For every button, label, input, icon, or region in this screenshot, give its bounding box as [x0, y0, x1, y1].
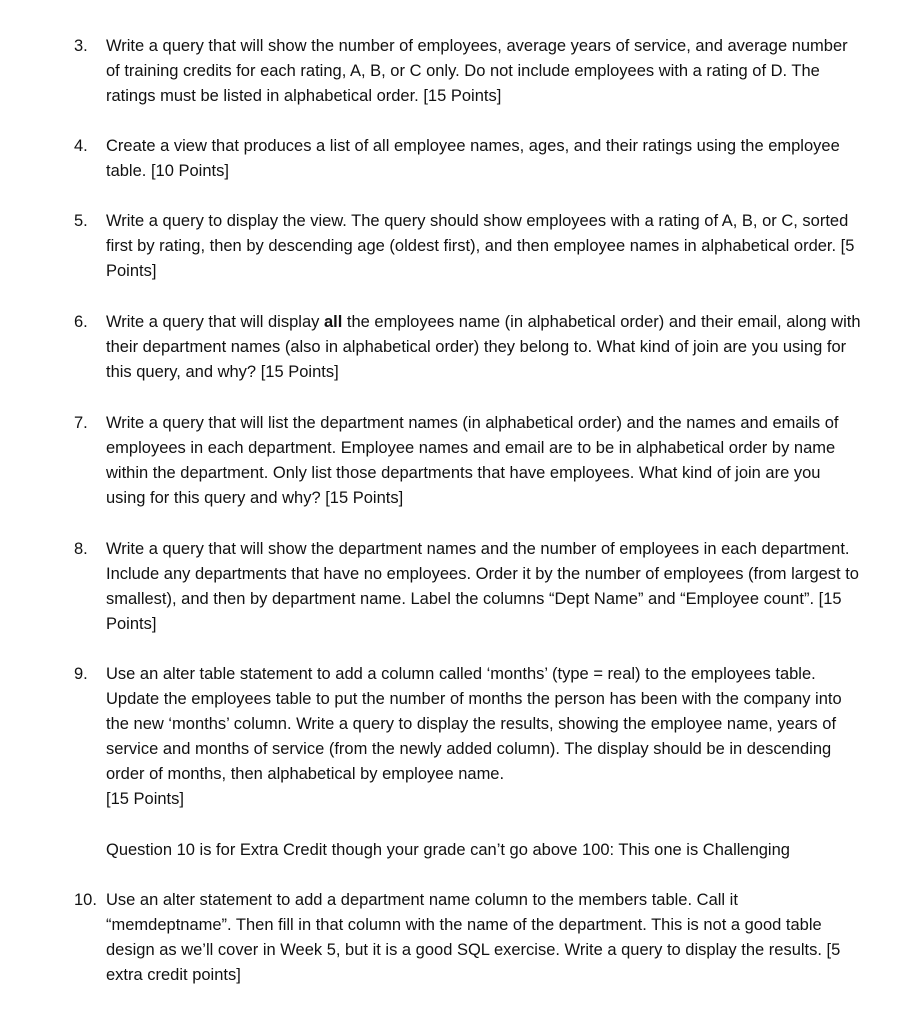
- question-7: [74, 411, 864, 511]
- question-9: [74, 662, 864, 812]
- question-text: [106, 310, 864, 385]
- question-number: 6.: [74, 313, 88, 331]
- question-number: 4.: [74, 137, 88, 155]
- question-10: [74, 888, 864, 988]
- question-text: Write a query that will show the number of employees, average years of service, and average number of training credits for each rating, A, B, or C only. Do not include employees with a rating of D. The ratings must be listed in alphabetical order. [15 Points]: [106, 37, 848, 105]
- question-text-part: Write a query that will display: [106, 313, 324, 331]
- question-text: Use an alter statement to add a department name column to the members table. Call it “memdeptname”. Then fill in that column with the name of the department. This is not a good table design as we’ll cover in Week 5, but it is a good SQL exercise. Write a query to display the results. [5 extra credit points]: [106, 891, 841, 984]
- question-4: [74, 134, 864, 184]
- question-text-part: Use an alter table statement to add a column called ‘months’ (type = real) to the employees table. Update the employees table to put the number of months the person has been with the company into the new ‘months’ column. Write a query to display the results, showing the employee name, years of service and months of service (from the newly added column). The display should be in descending order of months, then alphabetical by employee name.: [106, 665, 842, 783]
- question-6: [74, 310, 864, 385]
- question-number: 5.: [74, 212, 88, 230]
- extra-credit-note: Question 10 is for Extra Credit though your grade can’t go above 100: This one is Challenging: [106, 841, 790, 859]
- emphasis-text: all: [323, 313, 343, 331]
- question-number: 10.: [74, 891, 97, 909]
- question-number: 3.: [74, 37, 88, 55]
- question-5: [74, 209, 864, 284]
- question-number: 9.: [74, 665, 88, 683]
- question-text: Write a query to display the view. The query should show employees with a rating of A, B, or C, sorted first by rating, then by descending age (oldest first), and then employee names in alphabetical order. [5 Points]: [106, 212, 855, 280]
- question-points: [15 Points]: [106, 790, 184, 808]
- question-text: Write a query that will list the department names (in alphabetical order) and the names and emails of employees in each department. Employee names and email are to be in alphabetical order by name within the department. Only list those departments that have employees. What kind of join are you using for this query and why? [15 Points]: [106, 414, 839, 507]
- question-8: [74, 537, 864, 637]
- question-text: Write a query that will show the department names and the number of employees in each department. Include any departments that have no employees. Order it by the number of employees (from largest to smallest), and then by department name. Label the columns “Dept Name” and “Employee count”. [15 Points]: [106, 540, 859, 633]
- question-number: 8.: [74, 540, 88, 558]
- question-text-part: the employees name (in alphabetical order) and their email, along with their department names (also in alphabetical order) they belong to. What kind of join are you using for this query, and why? [15 Points]: [106, 313, 861, 381]
- question-text: Create a view that produces a list of all employee names, ages, and their ratings using the employee table. [10 Points]: [106, 137, 840, 180]
- question-3: [74, 34, 864, 109]
- question-number: 7.: [74, 414, 88, 432]
- question-text: [106, 662, 864, 812]
